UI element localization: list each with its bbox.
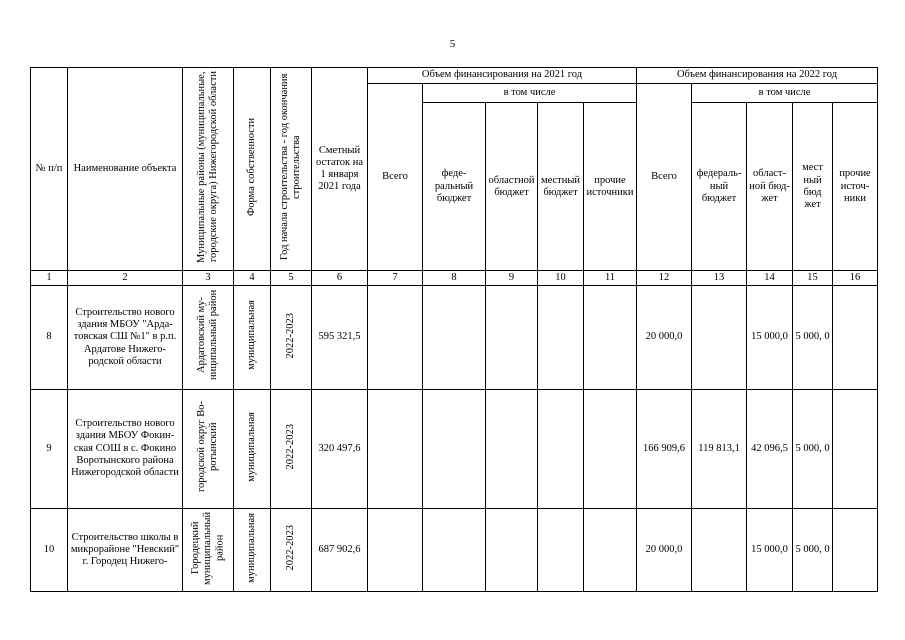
row-total-2022: 166 909,6 <box>637 389 692 508</box>
row-object-name: Строительство школы в микрорайоне "Невский" г. Городец Нижего- <box>68 508 183 591</box>
header-federal-2022: федеральный бюджет <box>692 103 747 271</box>
row-local-2022: 5 000, 0 <box>793 286 833 389</box>
row-total-2021 <box>368 389 423 508</box>
row-other-2021 <box>584 389 637 508</box>
header-regional-2021: областной бюджет <box>486 103 538 271</box>
column-number: 5 <box>271 271 312 286</box>
row-ownership: муниципальная <box>234 508 271 591</box>
header-num: № п/п <box>31 68 68 271</box>
row-years: 2022-2023 <box>271 508 312 591</box>
row-regional-2022: 15 000,0 <box>747 286 793 389</box>
column-number: 13 <box>692 271 747 286</box>
row-ownership: муниципальная <box>234 389 271 508</box>
column-number: 7 <box>368 271 423 286</box>
row-federal-2021 <box>423 389 486 508</box>
header-other-2021: прочие источники <box>584 103 637 271</box>
row-regional-2022: 42 096,5 <box>747 389 793 508</box>
header-total-2021: Всего <box>368 84 423 271</box>
row-object-name: Строительство нового здания МБОУ "Ардатовская СШ №1" в р.п. Ардатове Нижегородской области <box>68 286 183 389</box>
header-row-1 <box>31 68 878 84</box>
column-number: 15 <box>793 271 833 286</box>
table-row <box>31 286 878 389</box>
column-number: 6 <box>312 271 368 286</box>
row-years: 2022-2023 <box>271 286 312 389</box>
header-incl-2022: в том числе <box>692 84 878 103</box>
row-other-2022 <box>833 389 878 508</box>
row-federal-2022: 119 813,1 <box>692 389 747 508</box>
table-row <box>31 389 878 508</box>
row-num: 10 <box>31 508 68 591</box>
header-local-2021: местный бюджет <box>538 103 584 271</box>
row-local-2021 <box>538 508 584 591</box>
row-local-2021 <box>538 389 584 508</box>
row-total-2022: 20 000,0 <box>637 508 692 591</box>
row-federal-2022 <box>692 286 747 389</box>
column-number: 11 <box>584 271 637 286</box>
column-number: 1 <box>31 271 68 286</box>
header-regional-2022: областной бюджет <box>747 103 793 271</box>
row-num: 9 <box>31 389 68 508</box>
row-federal-2021 <box>423 286 486 389</box>
row-total-2021 <box>368 508 423 591</box>
row-district: Ардатовский муниципальный район <box>183 286 234 389</box>
column-number: 10 <box>538 271 584 286</box>
row-other-2021 <box>584 508 637 591</box>
header-federal-2021: федеральный бюджет <box>423 103 486 271</box>
column-number: 9 <box>486 271 538 286</box>
column-number: 14 <box>747 271 793 286</box>
header-other-2022: прочие источники <box>833 103 878 271</box>
column-number: 3 <box>183 271 234 286</box>
row-district: Городецкий муниципальный район <box>183 508 234 591</box>
column-number: 12 <box>637 271 692 286</box>
row-remainder: 595 321,5 <box>312 286 368 389</box>
header-ownership: Форма собственности <box>234 68 271 271</box>
column-number-row <box>31 271 878 286</box>
header-remainder: Сметный остаток на 1 января 2021 года <box>312 68 368 271</box>
row-other-2022 <box>833 508 878 591</box>
row-local-2022: 5 000, 0 <box>793 389 833 508</box>
row-remainder: 687 902,6 <box>312 508 368 591</box>
row-regional-2021 <box>486 286 538 389</box>
row-ownership: муниципальная <box>234 286 271 389</box>
row-num: 8 <box>31 286 68 389</box>
row-regional-2022: 15 000,0 <box>747 508 793 591</box>
page-number: 5 <box>449 38 456 50</box>
header-total-2022: Всего <box>637 84 692 271</box>
row-federal-2021 <box>423 508 486 591</box>
row-remainder: 320 497,6 <box>312 389 368 508</box>
column-number: 2 <box>68 271 183 286</box>
header-years: Год начала строительства - год окончания строительства <box>271 68 312 271</box>
column-number: 4 <box>234 271 271 286</box>
row-regional-2021 <box>486 389 538 508</box>
header-group-2022: Объем финансирования на 2022 год <box>637 68 878 84</box>
row-local-2022: 5 000, 0 <box>793 508 833 591</box>
header-local-2022: мест ный бюд жет <box>793 103 833 271</box>
financing-table <box>30 67 878 592</box>
row-total-2022: 20 000,0 <box>637 286 692 389</box>
row-district: городской округ Воротынский <box>183 389 234 508</box>
row-total-2021 <box>368 286 423 389</box>
table-row <box>31 508 878 591</box>
header-object-name: Наименование объекта <box>68 68 183 271</box>
header-group-2021: Объем финансирования на 2021 год <box>368 68 637 84</box>
row-local-2021 <box>538 286 584 389</box>
row-object-name: Строительство нового здания МБОУ Фокинская СОШ в с. Фокино Воротынского района Нижегородской области <box>68 389 183 508</box>
row-federal-2022 <box>692 508 747 591</box>
row-years: 2022-2023 <box>271 389 312 508</box>
row-other-2022 <box>833 286 878 389</box>
row-regional-2021 <box>486 508 538 591</box>
row-other-2021 <box>584 286 637 389</box>
column-number: 8 <box>423 271 486 286</box>
column-number: 16 <box>833 271 878 286</box>
header-district: Муниципальные районы (муниципальные, городские округа) Нижегородской области <box>183 68 234 271</box>
header-incl-2021: в том числе <box>423 84 637 103</box>
